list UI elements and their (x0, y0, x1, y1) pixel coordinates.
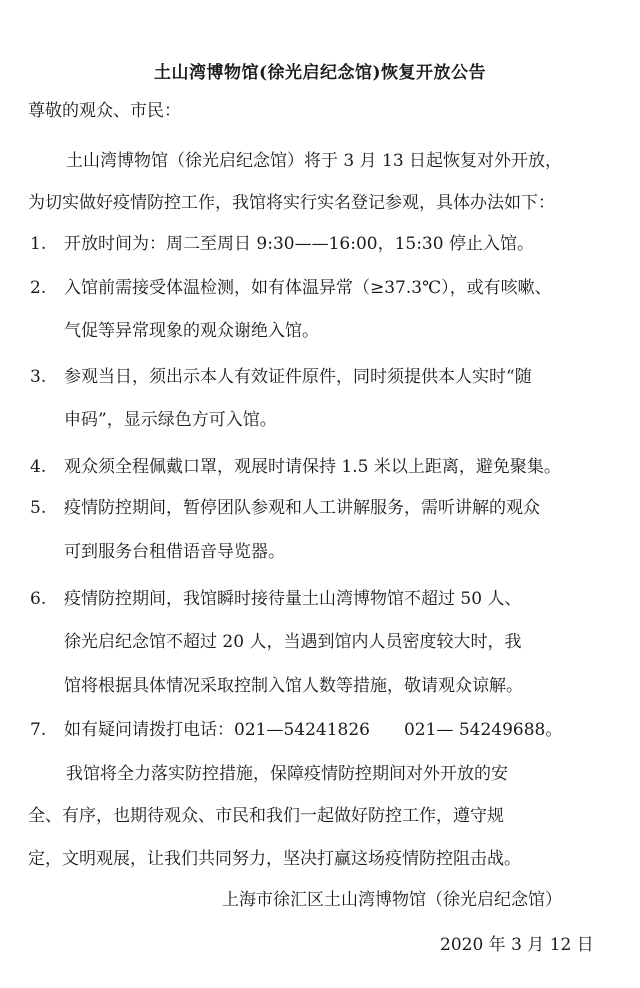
item-number: 5. (30, 498, 47, 518)
signature: 上海市徐汇区土山湾博物馆（徐光启纪念馆） (222, 890, 562, 910)
item-text: 入馆前需接受体温检测，如有体温异常（≥37.3℃），或有咳嗽、 (64, 278, 552, 298)
item-text: 可到服务台租借语音导览器。 (64, 542, 285, 562)
item-number: 6. (30, 589, 47, 609)
item-number: 2. (30, 278, 47, 298)
item-text: 疫情防控期间，我馆瞬时接待量土山湾博物馆不超过 50 人、 (64, 589, 522, 609)
notice-title: 土山湾博物馆(徐光启纪念馆)恢复开放公告 (153, 63, 487, 83)
closing-line: 定，文明观展，让我们共同努力，坚决打赢这场疫情防控阻击战。 (28, 849, 521, 869)
item-text: 馆将根据具体情况采取控制入馆人数等措施，敬请观众谅解。 (64, 676, 523, 696)
item-number: 1. (30, 234, 47, 254)
date: 2020 年 3 月 12 日 (440, 935, 594, 955)
item-text: 申码”，显示绿色方可入馆。 (64, 410, 277, 430)
intro-line: 土山湾博物馆（徐光启纪念馆）将于 3 月 13 日起恢复对外开放， (66, 151, 563, 171)
item-text: 疫情防控期间，暂停团队参观和人工讲解服务，需听讲解的观众 (64, 498, 540, 518)
salutation: 尊敬的观众、市民： (28, 101, 181, 121)
item-text: 徐光启纪念馆不超过 20 人，当遇到馆内人员密度较大时，我 (64, 632, 522, 652)
item-text: 参观当日，须出示本人有效证件原件，同时须提供本人实时“随 (64, 367, 532, 387)
item-number: 4. (30, 457, 47, 477)
item-text: 如有疑问请拨打电话：021—54241826 021— 54249688。 (64, 720, 563, 740)
intro-line: 为切实做好疫情防控工作，我馆将实行实名登记参观，具体办法如下： (28, 193, 555, 213)
item-text: 观众须全程佩戴口罩，观展时请保持 1.5 米以上距离，避免聚集。 (64, 457, 561, 477)
closing-line: 我馆将全力落实防控措施，保障疫情防控期间对外开放的安 (66, 764, 508, 784)
item-number: 3. (30, 367, 47, 387)
item-text: 开放时间为：周二至周日 9:30——16:00，15:30 停止入馆。 (64, 234, 534, 254)
item-number: 7. (30, 720, 47, 740)
closing-line: 全、有序，也期待观众、市民和我们一起做好防控工作，遵守规 (28, 806, 504, 826)
item-text: 气促等异常现象的观众谢绝入馆。 (64, 321, 319, 341)
